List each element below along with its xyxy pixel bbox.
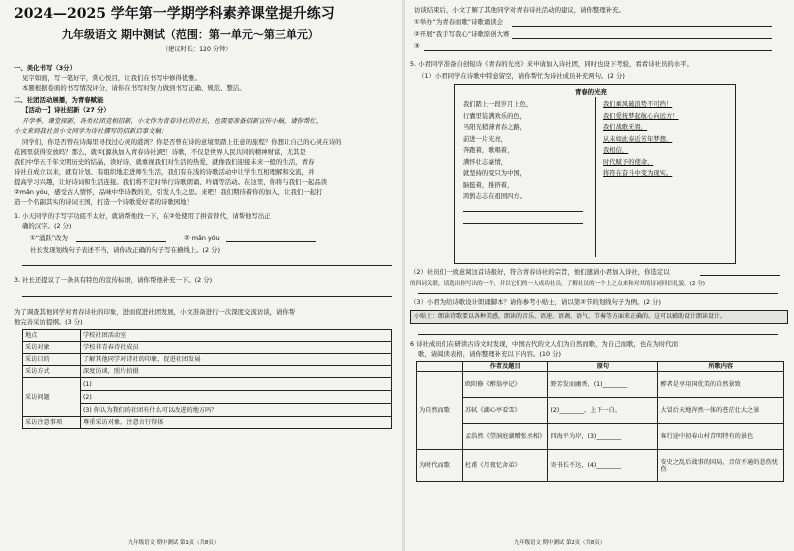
question-3: 3. 社长还提议了一条具有特色的宣传标语，请你帮他补充一下。(2 分) xyxy=(14,276,213,284)
interview-label-cell: 采访方式 xyxy=(23,366,81,378)
poetry-cell[interactable]: (2)________，上下一白。 xyxy=(548,398,658,424)
poem-line-underlined: 时代赋予的使命， xyxy=(603,158,654,166)
blank-1-line[interactable] xyxy=(76,241,166,242)
suggestion-1: ①举办“为青春而歌”诗歌诵读会 xyxy=(414,18,504,26)
question-5-3: （3）小君为给诗歌设计朗诵脚本？请你参考小贴士，请以第②节的划线句子为例。(2 分) xyxy=(410,298,661,306)
activity-para-1: 开学季，课堂探新，各类社团竞相招新，小文作为青春诗社的社长，也需要准备招新宣传小稿，请你帮忙， xyxy=(22,117,323,125)
interview-value-cell: 尊重采访对象，注意言行得体 xyxy=(81,417,392,429)
poem-box xyxy=(454,84,736,264)
poetry-cell[interactable]: 寄书长不达，(4)________ xyxy=(548,450,658,482)
poem-line: 脑挺着，推挤着， xyxy=(463,181,514,189)
activity-para-8: ②mǎn yóu，感受古人情怀，品味中华诗教的美，引发人生之思。来吧！我们期待着你的加入，让我们一起打 xyxy=(14,188,323,196)
activity-heading: 二、社团活动展播，为青春赋能 xyxy=(14,96,104,104)
poetry-cell: 醉者是享用国优美的自然景致 xyxy=(658,372,784,398)
poem-blank-1[interactable] xyxy=(463,211,583,212)
interview-label-cell: 采访注意事项 xyxy=(23,417,81,429)
question-4-intro: 为了调查其他同学对青春诗社的印象，进而促进社团发展，小文准备进行一次深度交流访谈，请你帮 xyxy=(14,308,296,316)
poetry-cell: 客行途中初春山村青明特有的景色 xyxy=(658,424,784,450)
question-1: 1. 小天同学的手写字功底不太好，就请帮他找一下，在②处使用了拼音替代，请帮他写出正 xyxy=(14,212,271,220)
question-6: 6 诗社成员们在研读古诗文时发现，中国古代的文人们为自然而歌，为自己而歌，也在为时代而 xyxy=(410,340,679,348)
poem-line: 当阳光稍薄青春之路， xyxy=(463,124,526,131)
poem-line-underlined: 从未如此泰近芳年梦想， xyxy=(603,135,673,143)
poetry-group-cell: 为时代而歌 xyxy=(417,450,463,482)
interview-row xyxy=(23,342,392,354)
right-top-note: 访谈结束后，小文了解了其他同学对青春诗社活动的建议，请你整理补充。 xyxy=(414,6,625,14)
right-page xyxy=(404,0,794,551)
suggestion-2: ②开展“我手写我心”诗歌原创大赛 xyxy=(414,30,510,38)
poem-line: 奔跑着，歌唱着， xyxy=(463,147,514,154)
poem-line-underlined: 将符在奋斗中变为现实。 xyxy=(603,170,673,177)
poem-title: 青春的光亮 xyxy=(575,88,607,96)
interview-outline-table xyxy=(22,329,392,429)
tip-text: 小贴士：朗读诗歌要以各种美感，朗读的音乐、语速、语调、语气、节奏等方面来正确的。这可以辅助设计朗读设计。 xyxy=(414,313,727,320)
exam-title: 2024—2025 学年第一学期学科素养课堂提升练习 xyxy=(14,6,335,22)
activity-para-2: 小文来到我社员小文同学为诗社撰写的招新启事文稿： xyxy=(14,127,168,135)
interview-value-cell: 深度访谈，照片拍摄 xyxy=(81,366,392,378)
interview-value-cell: 了解其他同学对诗社的印象，促进社团发展 xyxy=(81,354,392,366)
poem-line: 就坚持的变只为中国， xyxy=(463,170,526,177)
poetry-row xyxy=(417,372,784,398)
q5-2-blank[interactable] xyxy=(700,275,780,276)
activity-para-4: 花园里获得安放吗？那么，就①[源执加入青春诗社]吧！诗歌，不仅是世界人民共同的精神财富，尤其是 xyxy=(14,148,306,156)
interview-value-cell: 学校社团活动室 xyxy=(81,330,392,342)
tip-box xyxy=(410,310,788,324)
question-6-cont: 歌，请阅读表格，请你整理补充以下内容。(10 分) xyxy=(418,350,561,358)
activity-para-9: 造一个名副其实的诗词王国，打造一个诗歌爱好者的诗歌园地！ xyxy=(14,198,193,206)
poetry-cell: 大冒后天地浑然一体的苍茫壮大之景 xyxy=(658,398,784,424)
right-footer: 九年级语文 期中测试 第2页（共8页） xyxy=(514,540,606,546)
activity-para-6: 诗社自成立以来，就有计划、有组织地走进师生生活，我们有在浅的诗歌活动中让学生互相理解和交流，并 xyxy=(14,168,315,176)
interview-label-cell: 采访对象 xyxy=(23,342,81,354)
interview-row xyxy=(23,366,392,378)
poem-left-column xyxy=(463,99,532,203)
interview-row xyxy=(23,378,392,391)
calligraphy-line-2: 本题根据卷面的书写情况评分，请你在书写时努力做到书写正确、规范、整洁。 xyxy=(22,84,246,92)
poetry-cell: 苏轼《湖心亭看雪》 xyxy=(463,398,548,424)
poem-line-underlined: 我们爱抚梦起航心向远方！ xyxy=(603,112,679,120)
exam-subtitle: 九年级语文 期中测试（范围：第一单元～第三单元） xyxy=(62,28,319,41)
suggestion-1-line xyxy=(512,26,772,27)
question-5-2-cont: 的四词关联，请选出你写出的一个，并以它们的一人成功社员，了解社员的一个上之点来和对其的诗词回信礼貌。(2 分) xyxy=(410,281,705,287)
blank-2-label: ② mǎn yóu xyxy=(184,234,220,242)
poem-line: 鸿鹄志志在祖国四方。 xyxy=(463,193,526,200)
poetry-table-header-3: 所歌内容 xyxy=(658,362,784,372)
calligraphy-heading: 一、美化书写（3分） xyxy=(14,64,76,72)
activity-task-1: 【活动一】诗社招新（27 分） xyxy=(22,106,110,114)
interview-row xyxy=(23,417,392,429)
poem-blank-2[interactable] xyxy=(463,223,583,224)
q5-3-answer-line[interactable] xyxy=(418,334,778,335)
blank-2-line[interactable] xyxy=(226,241,316,242)
poem-right-column xyxy=(603,99,679,180)
poetry-cell: 欧阳修《醉翁亭记》 xyxy=(463,372,548,398)
interview-label-cell: 采访问题 xyxy=(23,378,81,417)
poetry-row xyxy=(417,450,784,482)
poem-divider xyxy=(595,97,596,257)
poem-line: 满怀壮志豪情， xyxy=(463,158,508,166)
activity-para-3: 同学们，你是否曾在诗海里寻找过心灵的港湾？你是否曾在诗的意境里踏上任意的旅程？你想让自己的心灵在诗的 xyxy=(22,138,342,146)
poem-line: 前进一片光亮， xyxy=(463,135,508,143)
poem-line: 我们踏上一段岁月上色， xyxy=(463,101,533,108)
answer-line-q2[interactable] xyxy=(22,265,392,266)
question-5-2: （2）社员们一致意阅这首诗报好，符合青春诗社的宗旨，他们邀请小君加入诗社，你选定以 xyxy=(410,268,670,276)
interview-label-cell: 地点 xyxy=(23,330,81,342)
poetry-cell[interactable]: 野芳发而幽香，(1)________ xyxy=(548,372,658,398)
question-2: 社长发现划线句子表述不当，请你改正确的句子写在横线上。(2 分) xyxy=(30,246,221,254)
question-4-intro-cont: 他完善采访提纲。(3 分) xyxy=(14,318,83,326)
poetry-table-header-1: 作者及题目 xyxy=(463,362,548,372)
question-1-cont: 确的汉字。(2 分) xyxy=(22,222,72,230)
poetry-cell: 安史之乱后战事的国局，音信不通的悲伤忧伤 xyxy=(658,450,784,482)
answer-line-q3[interactable] xyxy=(22,296,392,297)
poetry-row xyxy=(417,424,784,450)
q5-2-answer-line[interactable] xyxy=(418,293,778,294)
poetry-group-cell: 为自然而歌 xyxy=(417,372,463,450)
poem-line: 行囊里装满欢乐的色， xyxy=(463,112,526,120)
poetry-table-header-2: 原句 xyxy=(548,362,658,372)
poetry-table xyxy=(416,361,784,482)
poetry-cell: 孟浩然《望洞庭湖赠张丞相》 xyxy=(463,424,548,450)
interview-row xyxy=(23,330,392,342)
poem-line-underlined: 我们乘风破浪势不可挡！ xyxy=(603,101,673,108)
suggestion-3-line[interactable] xyxy=(424,50,772,51)
interview-value-cell[interactable]: (2) xyxy=(81,391,392,404)
poetry-cell: 杜甫《月夜忆舍弟》 xyxy=(463,450,548,482)
blank-1-label: ①“涌跃”改为 xyxy=(30,234,68,242)
interview-row xyxy=(23,354,392,366)
suggestion-2-line xyxy=(512,38,772,39)
question-5: 5. 小君同学准备自创短诗《青春的光亮》来申请加入诗社团，同时也设下考验，看看诗社员的水平。 xyxy=(410,60,693,68)
activity-para-7: 提高学习兴趣，让好诗词和生活连接。我们将不定时举行诗歌朗诵、吟诵等活动。在这里，你将与我们一起品读 xyxy=(14,178,328,186)
left-footer: 九年级语文 期中测试 第1页（共8页） xyxy=(128,540,220,546)
activity-para-5: 我们中华五千年文明历史的结晶，读好诗，就重视我们对生活的热爱，就像我们迎接未来一般的生活，青春 xyxy=(14,158,315,166)
poem-line-underlined: 我们战歌无畏， xyxy=(603,124,648,131)
poetry-row xyxy=(417,398,784,424)
calligraphy-line-1: 见字如面，写一笔好字，赏心悦目，让我们在书写中修得优雅。 xyxy=(22,74,201,82)
interview-value-cell: 学校非青春诗社成员 xyxy=(81,342,392,354)
interview-label-cell: 采访目的 xyxy=(23,354,81,366)
poem-line-underlined: 我相信， xyxy=(603,147,629,154)
suggestion-3: ③ xyxy=(414,42,420,50)
interview-value-cell[interactable]: (1) xyxy=(81,378,392,391)
time-note: （建议时长：120 分钟） xyxy=(162,46,232,53)
poetry-cell[interactable]: 四海平为岸，(3)________ xyxy=(548,424,658,450)
poetry-table-header-0 xyxy=(417,362,463,372)
interview-value-cell: (3) 你认为我们的社团有什么可以改进的地方吗？ xyxy=(81,404,392,417)
question-5-1: （1）小君同学在诗歌中特意留空，请你帮忙为诗社成员补充两句。(2 分) xyxy=(418,72,625,80)
